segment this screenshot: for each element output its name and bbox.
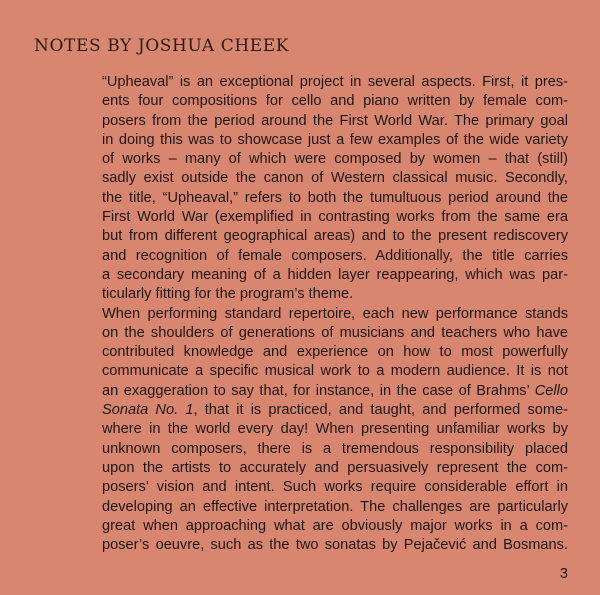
text-line: ticularly fitting for the program’s theme. [102,286,354,303]
text-line: the title, “Upheaval,” refers to both the tumultuous period around the [102,189,568,206]
section-heading: NOTES BY JOSHUA CHEEK [34,36,290,56]
text-fragment: , that it is practiced, and taught, and performed some- [193,402,568,419]
text-line: great when approaching what are obviously major works in a com- [102,517,568,534]
text-fragment: an exaggeration to say that, for instance, in the case of Brahms’ [102,382,530,399]
text-line: of works – many of which were composed by women – that (still) [102,151,568,168]
text-line: developing an effective interpretation. The challenges are particularly [102,498,568,515]
text-line [102,382,568,401]
text-line: “Upheaval” is an exceptional project in several aspects. First, it pres- [102,74,568,90]
text-line: posers from the period around the First World War. The primary goal [102,112,568,129]
text-line: poser’s oeuvre, such as the two sonatas by Pejačević and Bosmans. [102,537,568,554]
text-line: and recognition of female composers. Additionally, the title carries [102,247,568,264]
text-line: First World War (exemplified in contrasting works from the same era [102,209,568,226]
text-line: communicate a specific musical work to a modern audience. It is not [102,363,568,380]
text-line: unknown composers, there is a tremendous responsibility placed [102,440,568,457]
text-line: sadly exist outside the canon of Western classical music. Secondly, [102,170,568,187]
notes-body [102,73,568,555]
text-line: but from different geographical areas) and to the present rediscovery [102,228,568,245]
work-title: Cello [534,382,568,399]
text-line: where in the world every day! When presenting unfamiliar works by [102,421,568,438]
text-line: When performing standard repertoire, each new performance stands [102,305,568,322]
text-line: on the shoulders of generations of musicians and teachers who have [102,324,568,341]
text-line: ents four compositions for cello and piano written by female com- [102,93,568,110]
text-line: in doing this was to showcase just a few examples of the wide variety [102,131,568,148]
text-line: posers’ vision and intent. Such works require considerable effort in [102,479,568,496]
text-line [102,401,568,420]
text-line: contributed knowledge and experience on how to most powerfully [102,344,568,361]
work-title: Sonata No. 1 [102,402,194,419]
page-number: 3 [559,566,568,582]
text-line: a secondary meaning of a hidden layer reappearing, which was par- [102,266,568,283]
text-line: upon the artists to accurately and persuasively represent the com- [102,459,568,476]
